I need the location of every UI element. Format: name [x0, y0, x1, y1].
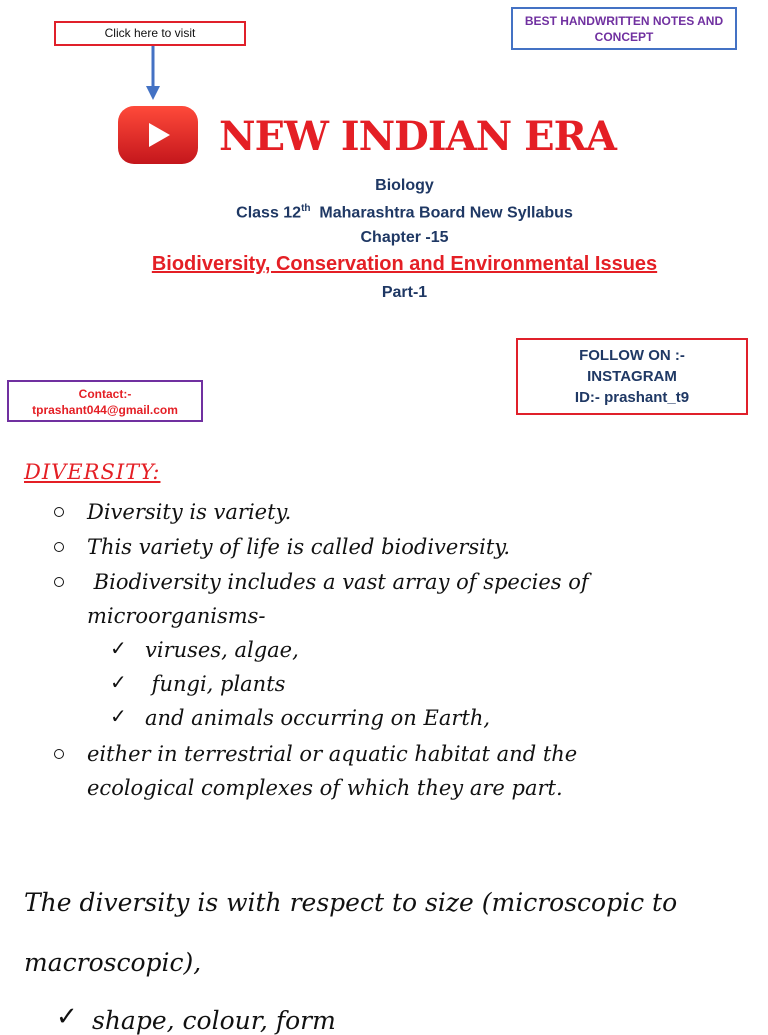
- class-line: [0, 203, 768, 222]
- visit-link-box[interactable]: [54, 21, 246, 46]
- check-icon: ✓: [110, 704, 127, 728]
- class-suffix: Maharashtra Board New Syllabus: [310, 204, 573, 222]
- notes-banner: [511, 7, 737, 50]
- check-icon: ✓: [110, 670, 127, 694]
- list-item: either in terrestrial or aquatic habitat and the: [87, 742, 578, 766]
- down-arrow-icon: [143, 46, 163, 100]
- class-sup: th: [301, 203, 311, 214]
- notes-banner-line2: CONCEPT: [594, 30, 654, 44]
- list-item: This variety of life is called biodiversity.: [87, 535, 511, 559]
- check-icon: ✓: [56, 1002, 78, 1032]
- follow-box: [516, 338, 748, 415]
- contact-line1: Contact:-: [78, 387, 132, 401]
- contact-email[interactable]: tprashant044@gmail.com: [32, 403, 178, 417]
- sub-list-item: shape, colour, form: [92, 1006, 336, 1035]
- follow-line3: ID:- prashant_t9: [574, 389, 690, 406]
- sub-list-item: viruses, algae,: [145, 638, 299, 662]
- bullet-icon: [54, 577, 64, 587]
- contact-box: [7, 380, 203, 422]
- visit-link-label[interactable]: Click here to visit: [104, 26, 196, 40]
- section-heading: DIVERSITY:: [24, 460, 161, 484]
- subject-title: Biology: [375, 177, 434, 194]
- follow-line2: INSTAGRAM: [587, 368, 677, 385]
- bullet-icon: [54, 542, 64, 552]
- paragraph-line: The diversity is with respect to size (microscopic to: [24, 888, 678, 917]
- part-label: Part-1: [381, 284, 428, 301]
- class-prefix: Class 12: [236, 204, 302, 222]
- youtube-play-icon[interactable]: [116, 104, 200, 166]
- bullet-icon: [54, 749, 64, 759]
- list-item: Diversity is variety.: [87, 500, 292, 524]
- list-item: Biodiversity includes a vast array of species of: [87, 570, 589, 594]
- list-item-continuation: microorganisms-: [87, 604, 266, 628]
- follow-line1: FOLLOW ON :-: [579, 347, 685, 364]
- check-icon: ✓: [110, 636, 127, 660]
- notes-banner-line1: BEST HANDWRITTEN NOTES AND: [524, 14, 724, 28]
- chapter-number: Chapter -15: [360, 229, 449, 246]
- sub-list-item: and animals occurring on Earth,: [145, 706, 491, 730]
- channel-brand: NEW INDIAN ERA: [219, 113, 616, 160]
- sub-list-item: fungi, plants: [145, 672, 286, 696]
- chapter-title: Biodiversity, Conservation and Environmental Issues: [151, 253, 658, 275]
- list-item-continuation: ecological complexes of which they are part.: [87, 776, 563, 800]
- bullet-icon: [54, 507, 64, 517]
- paragraph-line: macroscopic),: [24, 948, 202, 977]
